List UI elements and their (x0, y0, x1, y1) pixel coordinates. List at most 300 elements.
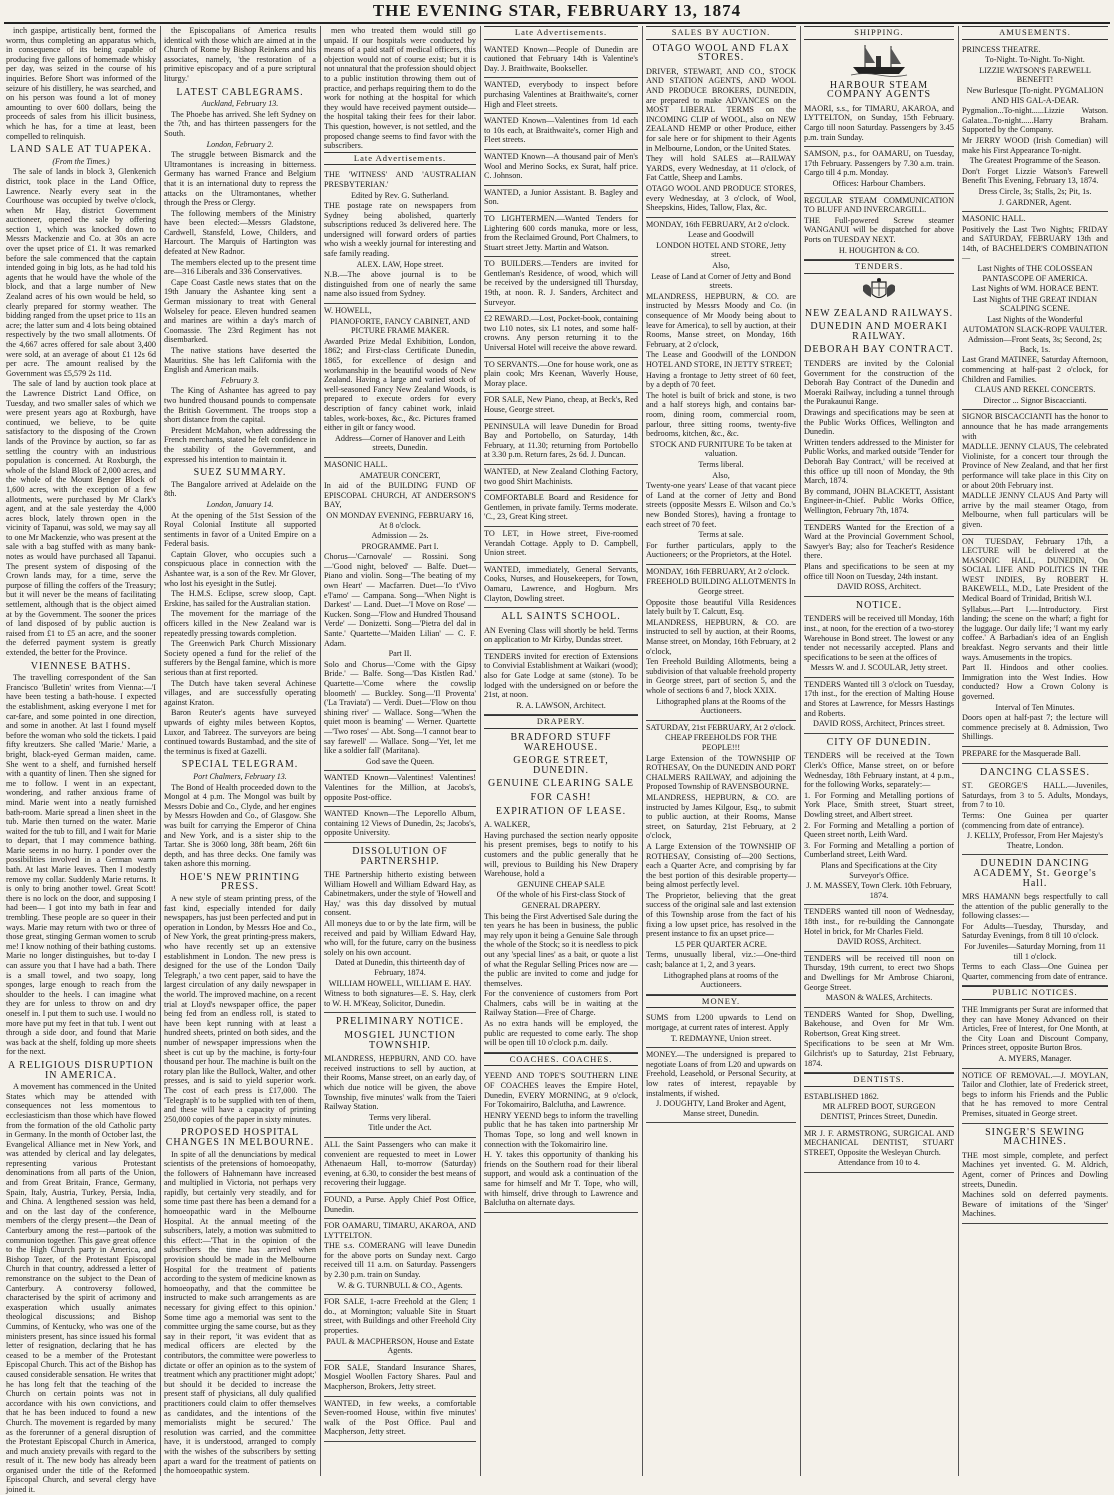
advertisement-line: New Burlesque [To-night. PYGMALION AND HIS GAL-A-DEAR. (966, 85, 1104, 105)
section-headline: MOSGIEL JUNCTION TOWNSHIP. (344, 1030, 456, 1051)
advertisement-line: Awarded Prize Medal Exhibition, London, 1862; and First-class Certificate Dunedin, 1865, for excellence of design and workmanship in the beautiful woods of New Zealand. Having a large and varied stock of well-seasoned Fancy New Zealand Woods, is prepared to execute orders for every description of fancy cabinet work, inlaid tables, work-boxes, &c., &c. Pictures framed either in gilt or fancy wood. (324, 336, 476, 433)
advertisement (804, 147, 954, 193)
column-7 (962, 26, 1108, 1476)
article-paragraph: A movement has commenced in the United States which may be attended with consequences not less momentous to ecclesiasticism than those which have flowed from the formation of the old Catholic party in Germany. In the month of October last, the Evangelical Alliance met in New York, and was attended by clerical and lay delegates, representing various Protestant denominations from all parts of the Union, and from Great Britain, France, Germany, Spain, Italy, Austria, Turkey, Persia, India, and China. A lengthened session was held, and on the last day of the conference, members of the clergy present—the Dean of Canterbury among the rest—partook of the communion together. This gave great offence to the High Church party in America, and Bishop Tozer, of the Protestant Episcopal Church in that country, addressed a letter of remonstrance on the subject to the Dean of Canterbury. A controversy followed, characterised by the spirit of acrimony and exasperation which usually animates theological discussions; and Bishop Cummins, of Kentucky, who was one of the ministers present, has since issued his formal letter of resignation, declaring that he has ceased to be a member of the Protestant Episcopal Church. This act of the Bishop has caused considerable sensation. He writes that he has long felt that the teaching of the Church on certain points was not in accordance with his own convictions, and that he has been induced to found a new Church. The movement is regarded by many as the forerunner of a general disruption of the Protestant Episcopal Church in America, and much anxiety prevails with regard to the result of it. The new body has already been organised under the title of the Reformed Episcopal Church, and several clergy have joined it. (6, 1082, 156, 1495)
advertisement-line: L5 PER QUARTER ACRE. (675, 939, 767, 949)
advertisement (324, 1193, 476, 1219)
advertisement-line: Offices: Harbour Chambers. (832, 178, 926, 188)
column-divider (800, 26, 801, 1476)
advertisement-lead: TENDERS Wanted for Shop, Dwelling, Bakehouse, and Oven for Mr Wm. Robertson, Great King street. (804, 1009, 954, 1038)
advertisement-line: Don't Forget Lizzie Watson's Farewell Benefit This Evening, February 13, 1874. (962, 166, 1108, 186)
advertisement-line: All moneys due to or by the late firm, will be received and paid by William Edward Hay, who will, for the future, carry on the business solely on his own account. (324, 919, 476, 957)
advertisement-line: Mr JERRY WOOD (Irish Comedian) will make his First Appearance To-night. (962, 135, 1108, 155)
section-headline: SINGER'S SEWING MACHINES. (985, 1126, 1085, 1148)
advertisement-line: A Large Extension of the TOWNSHIP OF ROTHESAY, Consisting of—200 Sections, each a Quarter Acre, and comprising by far the best portion of this desirable property—being almost perfectly level. (646, 841, 796, 890)
advertisement (804, 678, 954, 734)
advertisement-lead: THE Immigrants per Surat are informed that they can have Money Advanced on their Articles, Free of Interest, for One Month, at the City Loan and Discount Company, Princes street, opposite Burton Bros. (962, 1005, 1108, 1053)
dateline: London, January 14. (206, 499, 274, 509)
advertisement (962, 1149, 1108, 1224)
advertisement-line: Lithographed plans at rooms of the Auctioneers. (663, 970, 779, 990)
advertisement (484, 527, 638, 563)
advertisement-lead: THE most simple, complete, and perfect Machines yet invented. G. M. Aldrich, Agent, corner of Princes and Dowling streets, Dunedin. (962, 1150, 1108, 1189)
advertisement-line: Last Nights of THE COLOSSEAN PANTASCOPE OF AMERICA. (977, 264, 1093, 283)
article-paragraph: men who treated them would still go unpaid. If our hospitals were conducted by means of a paid staff of medical officers, this objection would not of course exist; but it is not unnatural that the profession should object to a public institution throwing them out of practice, and perhaps requiring them to do the work for nothing at the hospital for which they would have received payment outside—the hospital taking their fees for their labor. This question, however, is not settled, and the proposed change seems to find favor with the subscribers. (324, 26, 476, 151)
section-banner: COACHES. COACHES. (484, 1053, 638, 1067)
advertisement-line: CLAUS AND REKEL CONCERTS. (974, 385, 1096, 395)
advertisement-line: J. KELLY, Professor, From Her Majesty's Theatre, London. (966, 831, 1104, 850)
advertisement-lead: THE Partnership hitherto existing between William Howell and William Edward Hay, as Cabinetmakers, under the style of 'Howell and Hay,' was this day dissolved by mutual consent. (324, 870, 476, 918)
advertisement-lead: A. WALKER, (484, 820, 531, 830)
article-paragraph: Cape Coast Castle news states that on the 19th January the Ashantee king sent a German missionary to treat with General Wolseley for peace. Eleven hundred seamen and marines are within a day's march of Coomassie. The 23rd Regiment has not disembarked. (164, 277, 316, 345)
advertisement (484, 150, 638, 186)
advertisement-lead: TENDERS will be received till Monday, 16th inst., at noon, for the erection of a two-storey Warehouse in Bond street. The lowest or any tender not necessarily accepted. Plans and specifications to be seen at the offices of (804, 614, 954, 662)
advertisement (484, 624, 638, 650)
section-headline: DUNEDIN AND MOERAKI RAILWAY. (810, 321, 948, 342)
advertisement-line: Witness to both signatures—E. S. Hay, clerk to W. H. M'Keay, Solicitor, Dunedin. (324, 989, 476, 1008)
advertisement (484, 818, 638, 1053)
advertisement-lead: TENDERS are invited by the Colonial Government for the construction of the Deborah Bay Contract of the Dunedin and Moeraki Railway, including a tunnel through the Purakaunui Range. (804, 359, 954, 407)
advertisement-lead: MLANDRESS, HEPBURN, AND CO. have received instructions to sell by auction, at their Rooms, Manse street, on an early day, of which due notice will be given, the above Township, five minutes' walk from the Taieri Railway Station. (324, 1054, 476, 1112)
article-paragraph: the Episcopalians of America results identical with those which are aimed at in the Church of Rome by Bishop Reinkens and his associates, namely, 'the restoration of a primitive episcopacy and of a pure scriptural liturgy.' (164, 26, 316, 83)
advertisement (804, 1127, 954, 1173)
advertisement-lead: ST. GEORGE'S HALL.—Juveniles, Saturdays, from 3 to 5. Adults, Mondays, from 7 to 10. (962, 781, 1108, 810)
advertisement (962, 890, 1108, 986)
advertisement-lead: MONEY.—The undersigned is prepared to negotiate Loans of from L20 and upwards on Freehold, Leasehold, or Personal Security, at low rates of interest, repayable by instalments, if wished. (646, 1050, 796, 1098)
advertisement-line: Terms at sale. (698, 530, 744, 540)
advertisement-line: MLANDRESS, HEPBURN, & CO. are instructed to sell by auction, at their Rooms, Manse street, on Monday, 16th February, at 2 o'clock, (646, 617, 796, 656)
advertisement-line: Written tenders addressed to the Minister for Public Works, and marked outside 'Tender for Deborah Bay Contract,' will be received at this office up till noon of Monday, the 9th March, 1874. (804, 437, 954, 486)
article-paragraph: In spite of all the denunciations by medical scientists of the pretensions of homoeopathy, the followers of Hahnemann have increased and multiplied in Victoria, not perhaps very rapidly, but certainly very steadily, and for some time past there has been a demand for a homoeopathic ward in the Melbourne Hospital. At the annual meeting of the subscribers, lately, a motion was submitted to this effect:—'That in the opinion of the subscribers the time has arrived when provision should be made in the Melbourne Hospital for the treatment of patients according to the system of medicine known as homoeopathy, and that the committee be instructed to make such arrangements as are necessary for giving effect to this opinion.' Some time ago a memorial was sent to the committee urging the same course, but as they say in their report, 'it was evident that as medical officers are elected by the contributors, the committee were powerless to dictate or offer an opinion as to the system of treatment which any practitioner might adopt;' but should it be decided to increase the present staff of physicians, all duly qualified practitioners could claim to offer themselves as candidates, and the intentions of the memorialists might be secured.' The resolution was carried, and the committee have, it is understood, arranged to comply with the wishes of the subscribers by setting apart a ward for the treatment of patients on the homoeopathic system. (164, 1149, 316, 1476)
section-headline: BRADFORD STUFF WAREHOUSE. (510, 732, 612, 753)
advertisement (962, 43, 1108, 213)
advertisement-lead: FOUND, a Purse. Apply Chief Post Office, Dunedin. (324, 1194, 476, 1214)
advertisement-lead: MONDAY, 16th FEBRUARY, At 2 o'clock. (646, 566, 790, 576)
advertisement-line: Drawings and specifications may be seen at the Public Works Offices, Wellington and Dunedin. (804, 408, 954, 437)
section-headline: SUEZ SUMMARY. (193, 467, 287, 479)
advertisement (646, 218, 796, 565)
advertisement (804, 749, 954, 905)
advertisement-line: MADLLE JENNY CLAUS And Party will arrive by the mail steamer Otago, from Melbourne, when full particulars will be given. (962, 491, 1108, 529)
advertisement (484, 43, 638, 79)
advertisement-line: The Proprietor, believing that the great success of the original sale and last extension of this Township arose from the fact of his fixing a low upset price, has resolved in the present instance to fix an upset price— (646, 890, 796, 939)
advertisement-lead: WANTED, everybody to inspect before purchasing Valentines at Braithwaite's, corner High and Fleet streets. (484, 80, 638, 109)
advertisement-line: DAVID ROSS, Architect, Princes street. (813, 719, 945, 729)
advertisement-line: Having a frontage to Jetty street of 60 feet, by a depth of 70 feet. (646, 370, 796, 390)
advertisement-line: Also, (712, 470, 730, 480)
advertisement-lead: TENDERS will be received till noon on Thursday, 19th current, to erect two Shops and Dwellings for Mr Ambrose Chiaroni, George Street. (804, 953, 954, 992)
section-headline: EXPIRATION OF LEASE. (495, 805, 627, 817)
advertisement-lead: ALL the Saint Passengers who can make it convenient are requested to meet in Lower Athenaeum Hall, to-morrow (Saturday) evening, at 6.30, to consider the best means of recovering their luggage. (324, 1139, 476, 1188)
advertisement (804, 952, 954, 1008)
advertisement-line: J. DOUGHTY, Land Broker and Agent, Manse street, Dunedin. (656, 1099, 786, 1118)
section-headline: FOR CASH! (530, 792, 592, 803)
advertisement (484, 257, 638, 312)
article-paragraph: The following members of the Ministry have been elected:—Messrs Gladstone, Cardwell, Stansfeld, Lowe, Childers, and Harcourt. The Marquis of Hartington was defeated at New Radnor. (164, 208, 316, 257)
masthead (0, 0, 1114, 22)
advertisement (646, 565, 796, 721)
advertisement-line: Lease of Land at Corner of Jetty and Bond streets. (651, 271, 791, 291)
advertisement-line: Title under the Act. (368, 1123, 432, 1133)
advertisement-line: MLANDRESS, HEPBURN, & CO. are instructed by James Kilgour, Esq., to submit to public auction, at their Rooms, Manse street, on Saturday, 21st February, at 2 o'clock, (646, 792, 796, 841)
advertisement-lead: WANTED, a Junior Assistant. B. Bagley and Son. (484, 187, 638, 207)
advertisement-line: PROGRAMME. Part I. (361, 541, 439, 551)
advertisement-line: W. & G. TURNBULL & CO., Agents. (337, 1280, 463, 1290)
advertisement (484, 491, 638, 527)
advertisement-lead: MASONIC HALL. (324, 459, 388, 469)
advertisement-line: GENERAL DRAPERY. (521, 900, 601, 910)
advertisement-line: Interval of Ten Minutes. (995, 702, 1075, 712)
advertisement-lead: WANTED Known—Valentines from 1d each to 10s each, at Braithwaite's, corner High and Fleet streets. (484, 116, 638, 145)
article-paragraph: The movement for the marriage of the officers killed in the New Zealand war is repeatedly pressing towards completion. (164, 609, 316, 638)
advertisement (324, 458, 476, 771)
advertisement-line: Last Grand MATINEE, Saturday Afternoon, commencing at half-past 2 o'clock, for Children and Families. (962, 355, 1108, 384)
advertisement-line: HENRY YEEND begs to inform the travelling public that he has taken into partnership Mr Thomas Tope, so long and well known in connection with the Tokomairiro line. (484, 1110, 638, 1149)
advertisement (484, 312, 638, 357)
advertisement-lead: TO LIGHTERMEN.—Wanted Tenders for Lightering 600 cords manuka, more or less, from the Reclaimed Ground, Port Chalmers, to Stuart street Jetty. Martin and Watson. (484, 213, 638, 252)
advertisement-line: H. Y. takes this opportunity of thanking his friends on the Southern road for their liberal support, and would ask a continuation of the same for himself and Mr T. Tope, who will, with himself, drive through to Lawrence and Balclutha on alternate days. (484, 1150, 638, 1208)
section-headline: ALL SAINTS SCHOOL. (501, 611, 621, 623)
advertisement-lead: MR J. F. ARMSTRONG, SURGICAL AND MECHANICAL DENTIST, STUART STREET, Opposite the Wesleyan Church. (804, 1128, 954, 1157)
advertisement-line: The Greatest Programme of the Season. (969, 156, 1101, 166)
section-headline: PRELIMINARY NOTICE. (335, 1016, 465, 1028)
column-5 (646, 26, 796, 1476)
article-paragraph: President McMahon, when addressing the French merchants, stated he felt confidence in the stability of the Government, and expressed his intention to maintain it. (164, 425, 316, 464)
advertisement-line: A. MYERS, Manager. (998, 1054, 1072, 1063)
masthead-title: THE EVENING STAR, FEBRUARY 13, 1874 (372, 1, 742, 20)
article-paragraph: The Phoebe has arrived. She left Sydney on the 7th, and has thirteen passengers for the South. (164, 109, 316, 138)
advertisement-lead: SUMS from L200 upwards to Lend on mortgage, at current rates of interest. Apply (646, 1013, 796, 1032)
advertisement (484, 114, 638, 150)
advertisement (804, 612, 954, 678)
advertisement-lead: WANTED Known—Valentines! Valentines! Valentines for the Million, at Jacobs's, opposite Post-office. (324, 773, 476, 802)
advertisement-line: Of the whole of his First-class Stock of (496, 890, 626, 900)
article-paragraph: The Bangalore arrived at Adelaide on the 8th. (164, 479, 316, 499)
advertisement-line: Terms very liberal. (369, 1112, 431, 1122)
advertisement-line: LONDON HOTEL AND STORE, Jetty street. (656, 240, 786, 260)
advertisement (804, 1090, 954, 1127)
advertisement-line: ON MONDAY EVENING, FEBRUARY 16, At 8 o'clock. (326, 510, 474, 530)
advertisement (646, 721, 796, 995)
advertisement-line: For the convenience of customers from Port Chalmers, cabs will be in waiting at the Railway Station—Free of Charge. (484, 989, 638, 1018)
section-headline: OTAGO WOOL AND FLAX STORES. (652, 42, 790, 64)
section-headline: DEBORAH BAY CONTRACT. (804, 344, 954, 356)
advertisement-line: Last Nights of the Wonderful AUTOMATON SLACK-ROPE VAULTER. (962, 315, 1108, 334)
advertisement-line: Solo and Chorus—'Come with the Gipsy Bride.' — Balfe. Song—'Das Kistlen Rad.' Quartette—'Come where the cowslip bloometh' — Buckley. Song—'Il Proventa' ('La Traviata') — Verdi. Duet—'Flow on thou shining river' — Wallace. Song—'When the quiet moon is beaming' — Werner. Quartette—'Two roses' — Abt. Song—'I cannot bear to say farewell' — Wallace. Song—'Yet, let me like a soldier fall' (Maritana). (324, 659, 476, 756)
advertisement-line: Specifications to be seen at Mr Wm. Gilchrist's up to Saturday, 21st February, 1874. (804, 1039, 954, 1068)
advertisement-line: 2. For Forming and Metalling a portion of Queen street north, Leith Ward. (804, 820, 954, 840)
advertisement-line: 1. For Forming and Metalling portions of York Place, Smith street, Stuart street, Dowling street, and Albert street. (804, 790, 954, 819)
article-paragraph: The sale of lands in block 3, Glenkenich district, took place in the Land Office, Lawrence. Nearly every seat in the Courthouse was occupied by twelve o'clock, when Mr Hay, district Government auctioneer, opened the sale by offering section 1, which was knocked down to Messrs Mackenzie and Co. at 30s an acre over the upset price of £1. It was remarked before the sale commenced that the captain intended going in big lots, as he had told his agents that he would have the whole of the block, and that a large number of New Zealand acres of his own would be held, so clearly prepared for stormy weather. The bidding ranged from the upset price to 11s an acre; the latter sum and 4 lots being obtained respectively by the two small allotments. Of the 4,667 acres offered for sale about 3,400 were sold, at an average of about £1 12s 6d per acre. The amount realised by the Government was £5,579 2s 11d. (6, 167, 156, 378)
advertisement-lead: FOR SALE, 1-acre Freehold at the Glen; 1 do., at Mornington; valuable Site in Stuart street, with Buildings and other Freehold City properties. (324, 1297, 476, 1336)
advertisement-line: Terms liberal. (698, 459, 744, 469)
advertisement-lead: SATURDAY, 21st FEBRUARY, At 2 o'clock. (646, 722, 796, 732)
article-paragraph: The members elected up to the present time are—316 Liberals and 336 Conservatives. (164, 257, 316, 277)
advertisement-line: Plans and Specifications at the City Surveyor's Office. (820, 860, 938, 880)
section-banner: DRAPERY. (484, 715, 638, 729)
advertisement-line: PIANOFORTE, FANCY CABINET, AND PICTURE FRAME MAKER. (330, 316, 470, 336)
advertisement-line: MR ALFRED BOOT, SURGEON DENTIST, Princes Street, Dunedin. (820, 1102, 938, 1122)
advertisement (484, 1069, 638, 1212)
article-paragraph: At the opening of the 51st Session of the Royal Colonial Institute all supported sentiments in favor of a United Empire on a Federal basis. (164, 510, 316, 549)
section-headline: VIENNESE BATHS. (30, 660, 132, 672)
advertisement (324, 168, 476, 304)
advertisement (484, 186, 638, 212)
advertisement-lead: WANTED Known—A thousand pair of Men's Wool and Merino Socks, ex Surat, half price. C. Johnson. (484, 151, 638, 181)
advertisement-line: MASON & WALES, Architects. (825, 993, 933, 1003)
advertisement-lead: TENDERS will be received at the Town Clerk's Office, Manse street, on or before Wednesday, 18th February instant, at 4 p.m., for the following Works, separately:— (804, 751, 954, 790)
advertisement-line: Positively the Last Two Nights; FRIDAY and SATURDAY, FEBRUARY 13th and 14th, of BACHELDER'S COMBINATION— (962, 224, 1108, 263)
advertisement-lead: TENDERS Wanted for the Erection of a Ward at the Provincial Government School, Sawyer's Bay; also for Teacher's Residence there. (804, 522, 954, 561)
advertisement (324, 1052, 476, 1138)
advertisement (962, 1003, 1108, 1069)
advertisement-lead: PENINSULA will leave Dunedin for Broad Bay and Portobello, on Saturday, 14th February, at 11.30; returning from Portobello at 3.30 p.m. Return fares, 2s 6d. J. Duncan. (484, 421, 638, 460)
advertisement-line: Terms: One Guinea per quarter (commencing from date of entrance). (962, 810, 1108, 830)
advertisement-line: This being the First Advertised Sale during the ten years he has been in business, the public may rely upon it being a Genuine Sale through the whole of the Stock; so it is needless to pick out any 'special lines' as a bait, or quote a list of what the Regular Selling Prices now are — the public are invited to come and judge for themselves. (484, 911, 638, 988)
section-headline: GENUINE CLEARING SALE (488, 778, 634, 790)
section-banner: AMUSEMENTS. (962, 26, 1108, 40)
advertisement-lead: MONDAY, 16th FEBRUARY, At 2 o'clock. (646, 219, 790, 229)
advertisement-line: 3. For Forming and Metalling a portion of Cumberland street, Leith Ward. (804, 840, 954, 860)
section-headline: SPECIAL TELEGRAM. (181, 759, 299, 771)
section-banner: DENTISTS. (804, 1073, 954, 1087)
advertisement-lead: FOR SALE, Standard Insurance Shares, Mosgiel Woollen Factory Shares. Paul and Macpherson, Brokers, Jetty street. (324, 1362, 476, 1391)
column-4 (484, 26, 638, 1476)
article-paragraph: The Dutch have taken several Achinese villages, and are successfully operating against Kraton. (164, 678, 316, 707)
section-headline: LATEST CABLEGRAMS. (176, 86, 304, 98)
advertisement-line: J. M. MASSEY, Town Clerk. 10th February, 1874. (806, 881, 952, 900)
advertisement-line: FREEHOLD BUILDING ALLOTMENTS In George street. (646, 577, 796, 597)
advertisement (324, 807, 476, 843)
advertisement-line: Edited by Rev. G. Sutherland. (351, 190, 449, 200)
dateline: Port Chalmers, February 13. (193, 771, 287, 781)
advertisement (962, 1069, 1108, 1124)
advertisement-line: Part II. Hindoos and other coolies. Immigration into the West Indies. How conducted? How a Crown Colony is governed. (962, 663, 1108, 701)
advertisement (804, 905, 954, 951)
advertisement-lead: PREPARE for the Masquerade Ball. (962, 748, 1081, 758)
advertisement (804, 1008, 954, 1074)
advertisement-line: Plans and specifications to be seen at my office till Noon on Tuesday, 24th instant. (804, 561, 954, 581)
advertisement-lead: ON TUESDAY, February 17th, a LECTURE will be delivered at the MASONIC HALL, DUNEDIN, On SOCIAL LIFE AND POLITICS IN THE WEST INDIES, By ROBERT H. BAKEWELL, M.D., Late President of the Medical Board of Trinidad, British W.I. (962, 536, 1108, 604)
advertisement (804, 357, 954, 521)
section-headline: HOE'S NEW PRINTING PRESS. (179, 871, 301, 893)
advertisement-line: For Juveniles—Saturday Morning, from 11 till 1 o'clock. (964, 942, 1106, 961)
advertisement (324, 1138, 476, 1193)
advertisement (324, 1295, 476, 1361)
section-headline: GEORGE STREET, DUNEDIN. (513, 755, 609, 776)
advertisement (484, 465, 638, 491)
advertisement (962, 212, 1108, 410)
section-headline: DUNEDIN DANCING ACADEMY, St. George's Hall. (973, 858, 1097, 889)
advertisement (962, 747, 1108, 764)
advertisement (484, 420, 638, 465)
advertisement-lead: REGULAR STEAM COMMUNICATION TO BLUFF AND INVERCARGILL. (804, 195, 954, 215)
column-divider (320, 26, 321, 1476)
steamship-icon (849, 43, 909, 77)
advertisement-line: Ten Freehold Building Allotments, being a subdivision of that valuable freehold property in George street, part of section 5, and the whole of sections 6 and 7, block XXIX. (646, 657, 796, 695)
advertisement-line: THE s.s. COMERANG will leave Dunedin for the above ports on Sunday next. Cargo received till 11 a.m. on Saturday. Passengers by 2.30 p.m. train on Sunday. (324, 1241, 476, 1280)
advertisement-line: Messrs W. and J. SCOULAR, Jetty street. (810, 663, 948, 673)
advertisement-lead: NOTICE OF REMOVAL.—J. MOYLAN, Tailor and Clothier, late of Frederick street, begs to inform his Friends and the Public that he has removed to more Central Premises, situated in George street. (962, 1070, 1108, 1118)
advertisement-line: OTAGO WOOL AND PRODUCE STORES, every Wednesday, at 3 o'clock, of Wool, Sheepskins, Hides, Tallow, Flax, &c. (646, 183, 796, 213)
article-paragraph: The native stations have deserted the Mauritius. She has left California with the English and American mails. (164, 346, 316, 375)
royal-crest-icon (858, 277, 900, 305)
article-paragraph: The travelling correspondent of the San Francisco 'Bulletin' writes from Vienna:—'I have been testing a bath-house. I expected the establishment, asking everyone I met for car-fare, and some pointed in one direction, and some in another. At last I found myself before the woman who sold the tickets. I paid fifty kreutzers. She called 'Marie.' Marie, a bright, black-eyed German maiden, came. She went to a shelf, and furnished herself with a quantity of linen. Then she signed for me to follow. I went in an expectant, wondering, and rather anxious frame of mind. Marie went into a neatly furnished bath-room. Marie spread a linen sheet in the tub. Marie then turned on the water. Marie waited for the tub to fill, and I wait for Marie to depart, that I may commence bathing. Marie seems in no hurry. I ponder over the possibilities involved in a German warm bath. At last Marie leaves. Then I modestly remove my collar. Suddenly Marie returns. It is only to bring another towel. Great Scott! there is no lock on the door, and supposing I had been— I got into my bath in fear and trembling. These people are so queer in their ways. Marie may return with two or three of those great, stinging German women to scrub me! I know nothing of their bathing customs. Marie no longer distinguishes, but to-day I can assure you that I have had a bath. There is a small towel, and two soapy, long sponges, large enough to reach from the shoulder to the heels. I can imagine what they are for unless to throw on and dry oneself in. I put them to such use. I would no more have put my feet in that tub. I went out through a side door, and found that Marie was back at the shelf, folding up more sheets for the next. (6, 673, 156, 1057)
column-divider (958, 26, 959, 1476)
advertisement-line: To-Night. To-Night. To-Night. (985, 55, 1085, 65)
advertisement (324, 771, 476, 807)
advertisement-line: MADLLE. JENNY CLAUS, The celebrated Violiniste, for a concert tour through the Province of New Zealand, and that her first performance will take place in this City on or about 20th February inst. (962, 442, 1108, 490)
advertisement-lead: £2 REWARD.—Lost, Pocket-book, containing two L10 notes, six L1 notes, and some half-crowns. Any person returning it to the Universal Hotel will receive the above reward. (484, 314, 638, 353)
dateline: London, February 2. (206, 139, 274, 149)
advertisement-line: Part II. (388, 649, 412, 659)
advertisement-line: Twenty-one years' Lease of that vacant piece of Land at the corner of Jetty and Bond streets (opposite Messrs E. Wilson and Co.'s new Bonded Stores), having a frontage to each street of 70 feet. (646, 481, 796, 529)
advertisement-line: By command, JOHN BLACKETT, Assistant Engineer-in-Chief. Public Works Office, Wellington, February 7th, 1874. (804, 486, 954, 515)
article-paragraph: A new style of steam printing press, of the fast kind, especially intended for daily newspapers, has just been perfected and put in operation in London, by Messrs Hoe and Co., of New York, the great printing-press makers, who have recently set up an extensive establishment in London. The new press is designed for the use of the London 'Daily Telegraph,' a two cent paper, said to have the largest circulation of any daily newspaper in the world. The improved machine, on a recent trial at Lloyd's newspaper office, the paper being fed from an endless roll, is stated to have been kept running with at least a hundred sheets, printed on both sides, and the number of newspaper impressions when the sheet is cut up by the machine, is forty-four thousand per hour. The machine is built on the rotary plan like the Bullock, Walter, and other presses, and is said to yield superior work. The cost of each press is £17,000. The 'Telegraph' is to be supplied with ten of them, and these will have a capacity of printing 250,000 copies of the paper in sixty minutes. (164, 894, 316, 1124)
advertisement-line: AMATEUR CONCERT, (359, 470, 441, 480)
article-paragraph: The sale of land by auction took place at the Lawrence District Land Office, on Tuesday, and two smaller sales of which we were present years ago at Roxburgh, have continued, we believe, to be quite satisfactory to the disposing of the Crown lands of the Province by auction, so far as settling the country with an industrious population is concerned. At Roxburgh, the whole of the Island Block of 2,000 acres, and the whole of the Mount Benger Block of 1,600 acres, with the exception of a few allotments, were purchased by Mr Clark's agent, and at the sale yesterday the 4,000 acres block, lately thrown open in the vicinity of Tapanui, was sold, we may say all to one Mr Mackenzie, who was present at the sale with a bag stuffed with as many bank-notes as would have purchased all Tapanui. The present system of disposing of the Crown lands may, for a time, serve the purpose of filling the coffers of the Treasury; but it will never be the means of facilitating settlement, although that is the object aimed at by the Government. The sooner the prices of land disposed of by public auction is raised from £1 to £5 an acre, and the sooner the deferred payment system is greatly extended, the better for the Province. (6, 379, 156, 657)
advertisement-line: Pygmalion...To-night......Lizzie Watson. Galatea...To-night......Harry Braham. Supported by the Company. (962, 106, 1108, 135)
advertisement-lead: TO LET, in Howe street, Five-roomed Verandah Cottage. Apply to D. Campbell, Union street. (484, 528, 638, 558)
section-headline: NEW ZEALAND RAILWAYS. (804, 307, 954, 319)
advertisement (804, 102, 954, 147)
advertisement-lead: MRS HAMANN begs respectfully to call the attention of the public generally to the following classes:— (962, 892, 1108, 921)
advertisement-lead: W. HOWELL, (324, 306, 372, 316)
advertisement-lead: TENDERS invited for erection of Extensions to Convivial Establishment at Waikari (wood); also for Gate Lodge at same (stone). To be lodged with the undersigned on or before the 21st, at noon. (484, 651, 638, 700)
column-3 (324, 26, 476, 1476)
advertisement-line: MLANDRESS, HEPBURN, & CO. are instructed by Messrs Moody and Co. (in consequence of Mr Moody being about to leave for America), to sell by auction, at their Rooms, Manse street, on Monday, 16th February, at 2 o'clock, (646, 291, 796, 349)
section-headline: CITY OF DUNEDIN. (826, 736, 932, 748)
advertisement-line: CHEAP FREEHOLDS FOR THE PEOPLE!!! (665, 733, 777, 752)
section-headline: A RELIGIOUS DISRUPTION IN AMERICA. (8, 1059, 154, 1081)
advertisement-line: Dated at Dunedin, this thirteenth day of February, 1874. (335, 958, 465, 978)
advertisement-lead: WANTED, at New Zealand Clothing Factory, two good Shirt Machinists. (484, 466, 638, 486)
section-banner: PUBLIC NOTICES. (962, 986, 1108, 1000)
section-banner: SALES BY AUCTION. (646, 26, 796, 40)
advertisement-lead: ESTABLISHED 1862. (804, 1091, 879, 1101)
advertisement (804, 194, 954, 261)
advertisement-line: PAUL & MACPHERSON, House and Estate Agents. (326, 1336, 474, 1356)
section-banner: MONEY. (646, 995, 796, 1009)
article-paragraph: Baron Reuter's agents have surveyed upwards of eighty miles between Koptos, Luxor, and Tabreez. The surveyors are being continued towards Bustambad, and the site of the terminus is fixed at Gazelli. (164, 708, 316, 756)
advertisement-line: Large Extension of the TOWNSHIP OF ROTHESAY, On the DUNEDIN AND PORT CHALMERS RAILWAY, and adjoining the Proposed Township of RAVENSBOURNE. (646, 753, 796, 792)
advertisement-line: God save the Queen. (365, 756, 435, 766)
section-banner: Late Advertisements. (484, 26, 638, 40)
column-6 (804, 26, 954, 1476)
advertisement-lead: YEEND AND TOPE'S SOUTHERN LINE OF COACHES leaves the Empire Hotel, Dunedin, EVERY MORNING, at 9 o'clock, For Tokomairiro, Balclutha, and Lawrence. (484, 1071, 638, 1110)
advertisement (484, 563, 638, 608)
advertisement (324, 304, 476, 458)
advertisement-line: The hotel is built of brick and stone, is two and a half storeys high, and contains bar-room, dining room, commercial room, parlour, three sitting rooms, twenty-five bedrooms, kitchen, &c., &c. (646, 390, 796, 439)
advertisement (646, 1011, 796, 1048)
advertisement-line: Dress Circle, 3s; Stalls, 2s; Pit, 1s. (978, 186, 1092, 196)
advertisement-line: N.B.—The above journal is to be distinguished from one of nearly the same name also issued from Sydney. (324, 270, 476, 299)
masthead-rule (4, 22, 1110, 24)
advertisement-lead: TO BUILDERS.—Tenders are invited for Gentleman's Residence, of wood, which will be received by the undersigned till Thursday, 19th, at noon. R. J. Sanders, Architect and Surveyor. (484, 259, 638, 307)
advertisement-line: DAVID ROSS, Architect. (837, 582, 921, 592)
column-2 (164, 26, 316, 1476)
dateline: Auckland, February 13. (201, 99, 279, 109)
advertisement-line: The Lease and Goodwill of the LONDON HOTEL AND STORE, IN JETTY STREET; (646, 350, 796, 369)
advertisement-lead: WANTED, in few weeks, a comfortable Seven-roomed House, within five minutes' walk of the Post Office. Paul and Macpherson, Jetty street. (324, 1398, 476, 1437)
advertisement-line: For further particulars, apply to the Auctioneers; or the Proprietors, at the Hotel. (646, 540, 796, 560)
advertisement-line: Admission—Front Seats, 3s; Second, 2s; Back, 1s. (967, 335, 1103, 354)
advertisement-lead: DRIVER, STEWART, AND CO., STOCK AND STATION AGENTS, AND WOOL AND PRODUCE BROKERS, DUNEDIN, are prepared to make ADVANCES on the MOST LIBERAL TERMS on the INCOMING CLIP of WOOL, also on NEW ZEALAND HEMP or other Produce, either for sale here or for shipment to their Agents in Melbourne, London, or the United States. (646, 66, 796, 153)
advertisement-line: Also, (712, 261, 730, 271)
article-paragraph: Captain Glover, who occupies such a conspicuous place in connection with the Ashantee war, is a son of the Rev. Mr Glover, who lost his eyesight in the Sutlej. (164, 549, 316, 588)
advertisement-lead: TENDERS wanted till noon of Wednesday, 18th inst., for re-building the Cannongate Hotel in brick, for Mr Charles Field. (804, 907, 954, 936)
advertisement-lead: MASONIC HALL. (962, 214, 1026, 224)
advertisement-lead: WANTED Known—The Leporello Album, containing 12 Views of Dunedin, 2s; Jacobs's, opposite University. (324, 809, 476, 838)
advertisement-lead: COMFORTABLE Board and Residence for Gentlemen, in private family. Terms moderate. 'C., 23, Great King street. (484, 493, 638, 522)
section-banner: Late Advertisements. (324, 152, 476, 166)
advertisement-line: Last Nights of WM. HORACE BENT. (971, 284, 1099, 294)
advertisement-lead: SIGNOR BISCACCIANTI has the honor to announce that he has made arrangements with (962, 412, 1108, 441)
article-paragraph: The struggle between Bismarck and the Ultramontanes is increasing in bitterness. Germany has warned France and Belgium that it is an international duty to repress the attacks on the Ultramontanes, whether through the Press or Clergy. (164, 150, 316, 208)
advertisement-line: In aid of the BUILDING FUND OF EPISCOPAL CHURCH, AT ANDERSON'S BAY, (324, 481, 476, 510)
section-headline: DISSOLUTION OF PARTNERSHIP. (352, 845, 448, 867)
advertisement-line: R. A. LAWSON, Architect. (516, 700, 606, 710)
advertisement-line: Terms to each Class—One Guinea per Quarter, commencing from date of entrance. (962, 962, 1108, 981)
advertisement-line: Director ... Signor Biscaccianti. (983, 395, 1087, 405)
advertisement-line: J. GARDNER, Agent. (998, 197, 1072, 207)
advertisement-line: Machines sold on deferred payments. Beware of imitations of the 'Singer' Machines. (962, 1190, 1108, 1219)
dateline: February 3. (220, 375, 260, 385)
advertisement (962, 410, 1108, 534)
advertisement-lead: FOR OAMARU, TIMARU, AKAROA, AND LYTTELTON. (324, 1221, 476, 1240)
section-headline: NOTICE. (855, 599, 903, 611)
advertisement-line: They will hold SALES at—RAILWAY YARDS, every Wednesday, at 11 o'clock, of Fat Cattle, Sheep and Lambs. (646, 154, 796, 183)
advertisement-lead: FOR SALE, New Piano, cheap, at Beck's, Red House, George street. (484, 395, 638, 414)
advertisement (484, 650, 638, 716)
article-paragraph: The Bond of Health proceeded down to the Mongol at 4 p.m. The Mongol was built by Messrs Dobie and Co., Clyde, and her engines by Messrs Howden and Co., of Glasgow. She was built for carrying the Emperor of China and New York, and is a sister ship to the Tartar. She is 3060 long, 38ft beam, 26ft 6in depth, and has three decks. One family was taken ashore this morning. (164, 782, 316, 869)
advertisement (484, 358, 638, 394)
advertisement-line: GENUINE CHEAP SALE (517, 879, 605, 889)
advertisement-line: Lease and Goodwill (688, 230, 754, 240)
advertisement-lead: PRINCESS THEATRE. (962, 44, 1041, 54)
advertisement (962, 779, 1108, 855)
advertisement-line: Chorus—'Carnovale' — Rossini. Song—'Good night, beloved' — Balfe. Duet—Piano and violin. Song—'The beating of my own Heart' — Macfarren. Duet—'Io t'Vivo e'l'amo' — Campana. Song—'When Night is Darkest' — Land. Duet—'I Move on Rose' — Kucken. Song—'Flow and Hundred Thousand Verde' — Donizetti. Song—'Pietra del dal in Sante.' Quartette—'Maiden Lilian' — C. F. Adam. (324, 552, 476, 648)
section-banner: SHIPPING. (804, 26, 954, 40)
advertisement-line: Lithographed plans at the Rooms of the Auctioneers. (656, 696, 786, 716)
advertisement-line: Last Nights of THE GREAT INDIAN SCALPING SCENE. (972, 294, 1098, 314)
advertisement-line: T. REDMAYNE, Union street. (670, 1033, 772, 1043)
advertisement-line: Terms, unusually liberal, viz.:—One-third cash; balance at 1, 2, and 3 years. (646, 950, 796, 970)
advertisement (324, 1219, 476, 1295)
advertisement-line: DAVID ROSS, Architect. (837, 937, 921, 947)
advertisement-lead: MAORI, s.s., for TIMARU, AKAROA, and LYTTELTON, on Sunday, 15th February. Cargo till noon Saturday. Passengers by 3.45 p.m. train Sunday. (804, 103, 954, 142)
column-divider (642, 26, 643, 1476)
article-paragraph: The H.M.S. Eclipse, screw sloop, Capt. Erskine, has sailed for the Australian station. (164, 589, 316, 608)
advertisement (962, 535, 1108, 747)
advertisement-lead: THE 'WITNESS' AND 'AUSTRALIAN PRESBYTERIAN.' (324, 170, 476, 189)
advertisement-line: Syllabus.—Part I.—Introductory. First landing; the scene on the wharf; a fight for the luggage. Our daily life; 'I want my early coffee.' A Barbadian's idea of an English breakfast. Negro servants and their little ways. Amusements in the tropics. (962, 604, 1108, 662)
advertisement-lead: TO SERVANTS.—One for house work, one as plain cook; Mrs Keenan, Waverly House, Moray place. (484, 359, 638, 388)
article-paragraph: The King of Ashantee has agreed to pay two hundred thousand pounds to compensate the British Government. The troops stop a short distance from the capital. (164, 386, 316, 425)
advertisement-line: WILLIAM HOWELL, WILLIAM E. HAY. (328, 978, 472, 988)
section-headline: PROPOSED HOSPITAL CHANGES IN MELBOURNE. (165, 1127, 315, 1148)
advertisement (646, 65, 796, 218)
advertisement (324, 1397, 476, 1442)
section-headline: HARBOUR STEAM COMPANY AGENTS (826, 79, 932, 101)
advertisement (646, 1048, 796, 1123)
advertisement (484, 78, 638, 114)
advertisement-lead: AN Evening Class will shortly be held. Terms on application to Mr Kirby, Dundas street. (484, 625, 638, 645)
section-headline: DANCING CLASSES. (980, 766, 1090, 778)
advertisement (484, 212, 638, 257)
advertisement-line: Having purchased the section nearly opposite his present premises, begs to notify to his customers and the public generally that he will, previous to Building his New Drapery Warehouse, hold a (484, 830, 638, 879)
article-paragraph: inch gaspipe, artistically bent, formed the worm, thus completing an apparatus which, in consequence of its being capable of producing five gallons of homemade whisky per day, was seized in the course of his inquiries. Before Short was informed of the seizure of his distillery, he was searched, and on his person was found a lot of money amounting to over 600 dollars, being the proceeds of sales from his illicit business, which he has, for a time at least, been compelled to relinquish. (6, 26, 156, 141)
advertisement-line: For Adults—Tuesday, Thursday, and Saturday Evenings, from 8 till 10 o'clock. (962, 921, 1108, 941)
